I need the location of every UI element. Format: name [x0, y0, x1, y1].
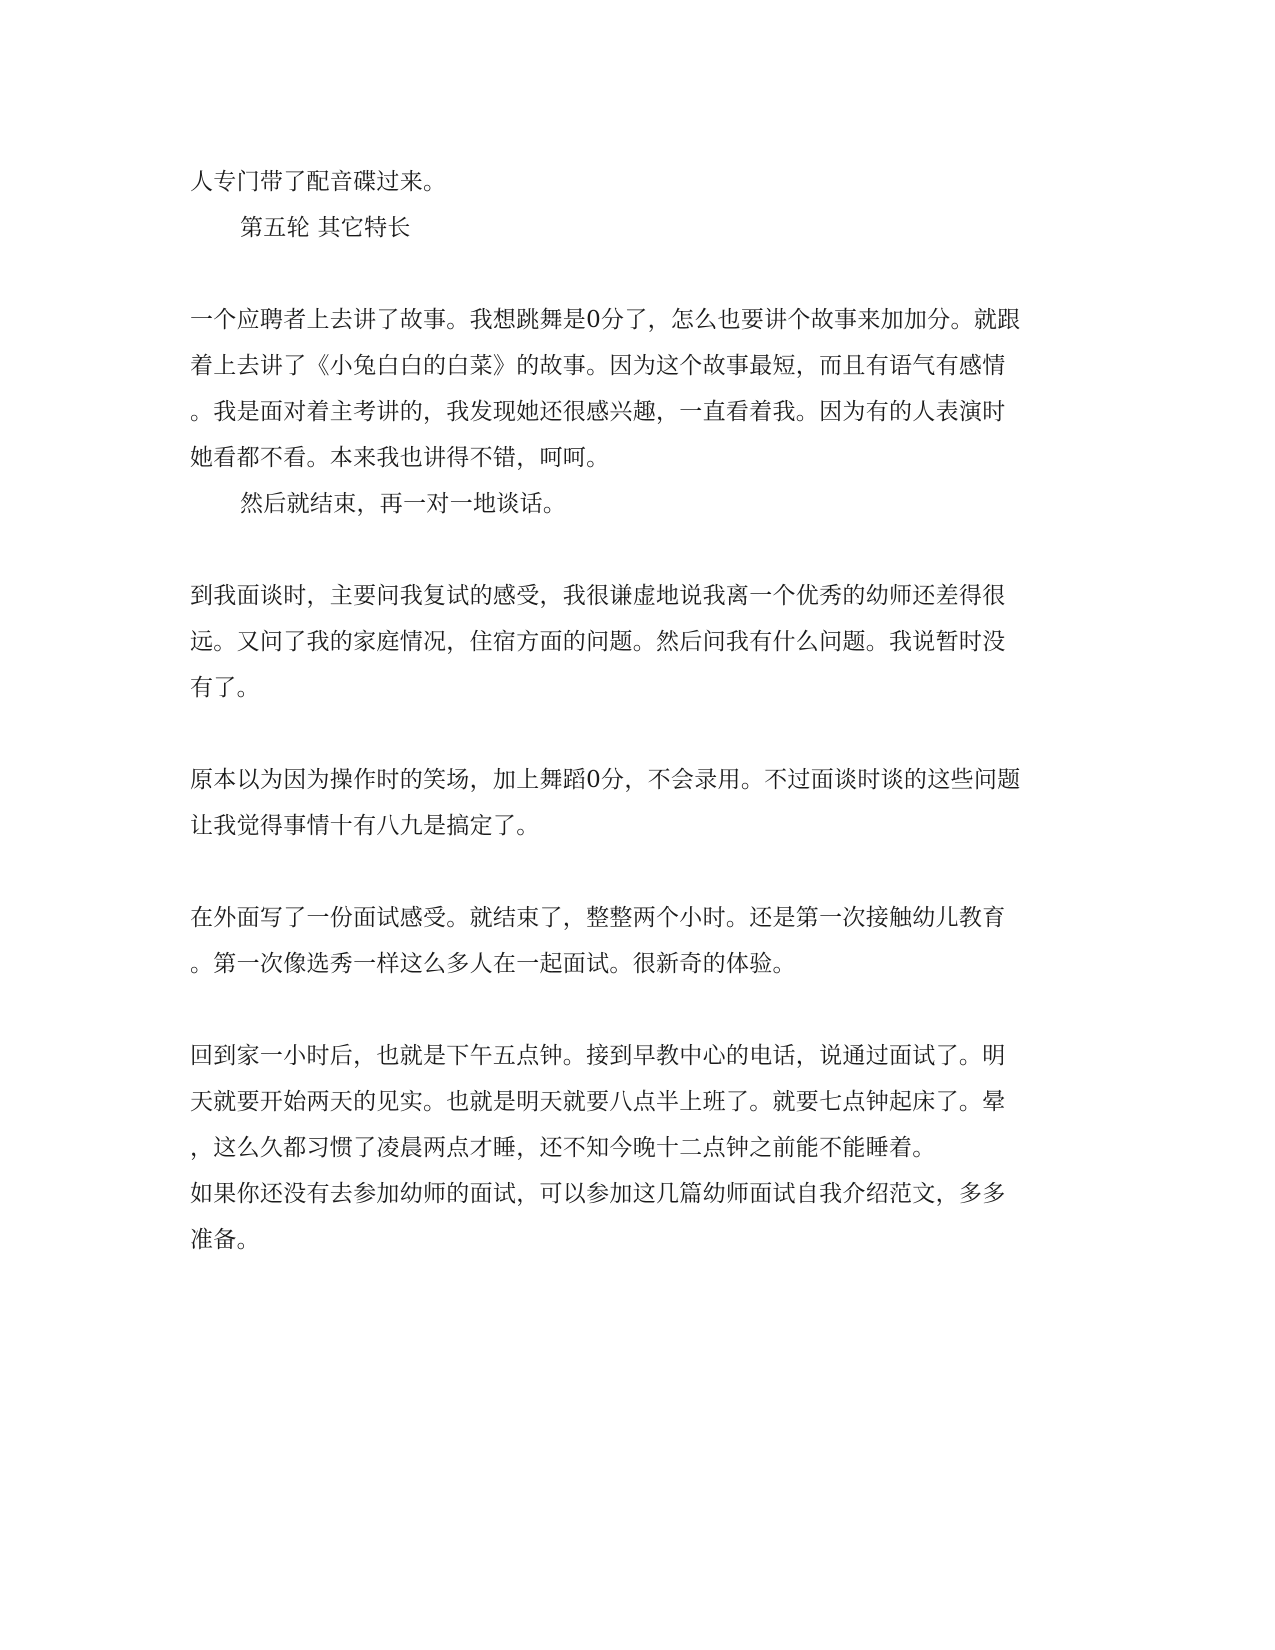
text-line: 如果你还没有去参加幼师的面试，可以参加这几篇幼师面试自我介绍范文，多多: [190, 1181, 1006, 1207]
text-line: 有了。: [190, 675, 260, 701]
text-line: 远。又问了我的家庭情况，住宿方面的问题。然后问我有什么问题。我说暂时没: [190, 629, 1006, 655]
text-line: 原本以为因为操作时的笑场，加上舞蹈0分，不会录用。不过面谈时谈的这些问题: [190, 767, 1021, 793]
text-line: 。第一次像选秀一样这么多人在一起面试。很新奇的体验。: [190, 951, 796, 977]
text-line: 人专门带了配音碟过来。: [190, 169, 447, 195]
text-line: 她看都不看。本来我也讲得不错，呵呵。: [190, 445, 610, 471]
section-heading: 第五轮 其它特长: [240, 215, 411, 241]
text-line: 天就要开始两天的见实。也就是明天就要八点半上班了。就要七点钟起床了。晕: [190, 1089, 1006, 1115]
text-line: 准备。: [190, 1227, 260, 1253]
text-line: 让我觉得事情十有八九是搞定了。: [190, 813, 540, 839]
text-line: ，这么久都习惯了凌晨两点才睡，还不知今晚十二点钟之前能不能睡着。: [190, 1135, 936, 1161]
text-line: 着上去讲了《小兔白白的白菜》的故事。因为这个故事最短，而且有语气有感情: [190, 353, 1006, 379]
text-line: 然后就结束，再一对一地谈话。: [240, 491, 567, 517]
text-line: 回到家一小时后，也就是下午五点钟。接到早教中心的电话，说通过面试了。明: [190, 1043, 1006, 1069]
text-line: 一个应聘者上去讲了故事。我想跳舞是0分了，怎么也要讲个故事来加加分。就跟: [190, 307, 1021, 333]
text-line: 。我是面对着主考讲的，我发现她还很感兴趣，一直看着我。因为有的人表演时: [190, 399, 1006, 425]
text-line: 到我面谈时，主要问我复试的感受，我很谦虚地说我离一个优秀的幼师还差得很: [190, 583, 1006, 609]
text-line: 在外面写了一份面试感受。就结束了，整整两个小时。还是第一次接触幼儿教育: [190, 905, 1006, 931]
